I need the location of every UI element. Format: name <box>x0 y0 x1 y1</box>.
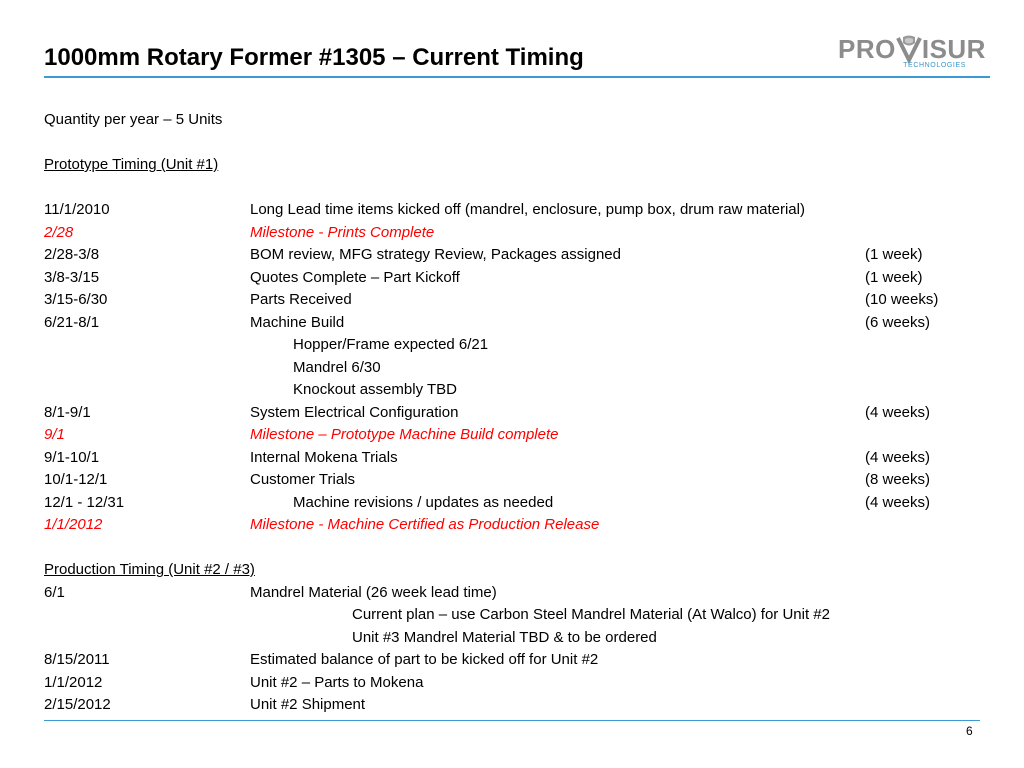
timeline-description: Parts Received <box>250 291 352 308</box>
timeline-date: 8/15/2011 <box>44 651 110 668</box>
timeline-description: Long Lead time items kicked off (mandrel, enclosure, pump box, drum raw material) <box>250 201 805 218</box>
timeline-row <box>44 604 984 627</box>
page-number: 6 <box>966 724 973 738</box>
timeline-duration: (4 weeks) <box>865 493 931 511</box>
timeline-row <box>44 357 984 380</box>
timeline-date: 2/28-3/8 <box>44 246 100 263</box>
timeline-date: 1/1/2012 <box>44 516 103 533</box>
timeline-date: 10/1-12/1 <box>44 471 108 488</box>
timeline-description: Machine Build <box>250 313 345 331</box>
timeline-row <box>44 334 984 357</box>
timeline-duration: (4 weeks) <box>865 448 931 466</box>
footer-divider <box>44 720 980 721</box>
milestone-row <box>44 424 984 447</box>
timeline-date: 1/1/2012 <box>44 673 103 691</box>
timeline-row <box>44 582 984 605</box>
milestone-row <box>44 222 984 245</box>
timeline-row <box>44 312 984 335</box>
header-divider <box>44 76 990 78</box>
timeline-row <box>44 469 984 492</box>
timeline-description: BOM review, MFG strategy Review, Packages assigned <box>250 246 621 263</box>
timeline-description: Customer Trials <box>250 471 356 488</box>
milestone-row <box>44 514 984 537</box>
timeline-date: 2/28 <box>44 223 74 241</box>
timeline-description: System Electrical Configuration <box>250 403 459 421</box>
timeline-description: Internal Mokena Trials <box>250 448 398 466</box>
logo-text-left: PRO <box>838 34 896 64</box>
prototype-heading: Prototype Timing (Unit #1) <box>44 156 219 173</box>
timeline-date: 12/1 - 12/31 <box>44 493 125 511</box>
timeline-row <box>44 267 984 290</box>
prototype-heading-row <box>44 154 984 177</box>
provisur-logo <box>838 34 984 74</box>
quantity-text: Quantity per year – 5 Units <box>44 111 223 128</box>
timeline-date: 3/15-6/30 <box>44 291 108 308</box>
timeline-row <box>44 244 984 267</box>
timeline-date: 6/21-8/1 <box>44 313 100 331</box>
timeline-date: 9/1-10/1 <box>44 448 100 466</box>
timeline-row <box>44 627 984 650</box>
logo-subtext: TECHNOLOGIES <box>903 62 966 69</box>
timeline-description: Milestone - Prints Complete <box>250 223 435 241</box>
logo-text-right: ISUR <box>921 34 986 64</box>
timeline-duration: (6 weeks) <box>865 313 931 331</box>
timeline-description: Mandrel Material (26 week lead time) <box>250 583 497 601</box>
timeline-description: Unit #2 – Parts to Mokena <box>250 673 424 691</box>
timeline-description: Estimated balance of part to be kicked off for Unit #2 <box>250 651 599 668</box>
prototype-timeline <box>44 199 984 537</box>
timeline-description: Milestone - Machine Certified as Production Release <box>250 516 600 533</box>
timeline-description: Quotes Complete – Part Kickoff <box>250 268 460 286</box>
production-heading: Production Timing (Unit #2 / #3) <box>44 561 255 578</box>
timeline-description: Current plan – use Carbon Steel Mandrel Material (At Walco) for Unit #2 <box>352 606 830 623</box>
timeline-row <box>44 492 984 515</box>
timeline-description: Unit #3 Mandrel Material TBD & to be ordered <box>352 628 657 646</box>
timeline-description: Knockout assembly TBD <box>293 381 457 398</box>
slide-body <box>44 109 984 717</box>
timeline-duration: (8 weeks) <box>865 471 931 488</box>
shield-v-icon <box>896 34 922 64</box>
timeline-row <box>44 402 984 425</box>
timeline-description: Hopper/Frame expected 6/21 <box>293 336 489 353</box>
timeline-date: 11/1/2010 <box>44 201 110 218</box>
timeline-duration: (10 weeks) <box>865 291 939 308</box>
timeline-date: 2/15/2012 <box>44 696 111 713</box>
timeline-duration: (1 week) <box>865 268 923 286</box>
timeline-row <box>44 289 984 312</box>
slide-title: 1000mm Rotary Former #1305 – Current Timing <box>44 44 584 71</box>
production-timeline <box>44 582 984 717</box>
timeline-row <box>44 379 984 402</box>
timeline-duration: (1 week) <box>865 246 923 263</box>
timeline-description: Mandrel 6/30 <box>293 358 381 376</box>
logo-wordmark <box>838 34 986 64</box>
timeline-row <box>44 447 984 470</box>
timeline-date: 8/1-9/1 <box>44 403 91 421</box>
timeline-description: Milestone – Prototype Machine Build complete <box>250 426 559 443</box>
timeline-row <box>44 649 984 672</box>
timeline-date: 3/8-3/15 <box>44 268 100 286</box>
timeline-duration: (4 weeks) <box>865 403 931 421</box>
timeline-date: 9/1 <box>44 426 65 443</box>
timeline-description: Unit #2 Shipment <box>250 696 366 713</box>
timeline-row <box>44 694 984 717</box>
timeline-row <box>44 672 984 695</box>
timeline-description: Machine revisions / updates as needed <box>293 493 554 511</box>
quantity-line <box>44 109 984 132</box>
timeline-date: 6/1 <box>44 583 65 601</box>
timeline-row <box>44 199 984 222</box>
production-heading-row <box>44 559 984 582</box>
